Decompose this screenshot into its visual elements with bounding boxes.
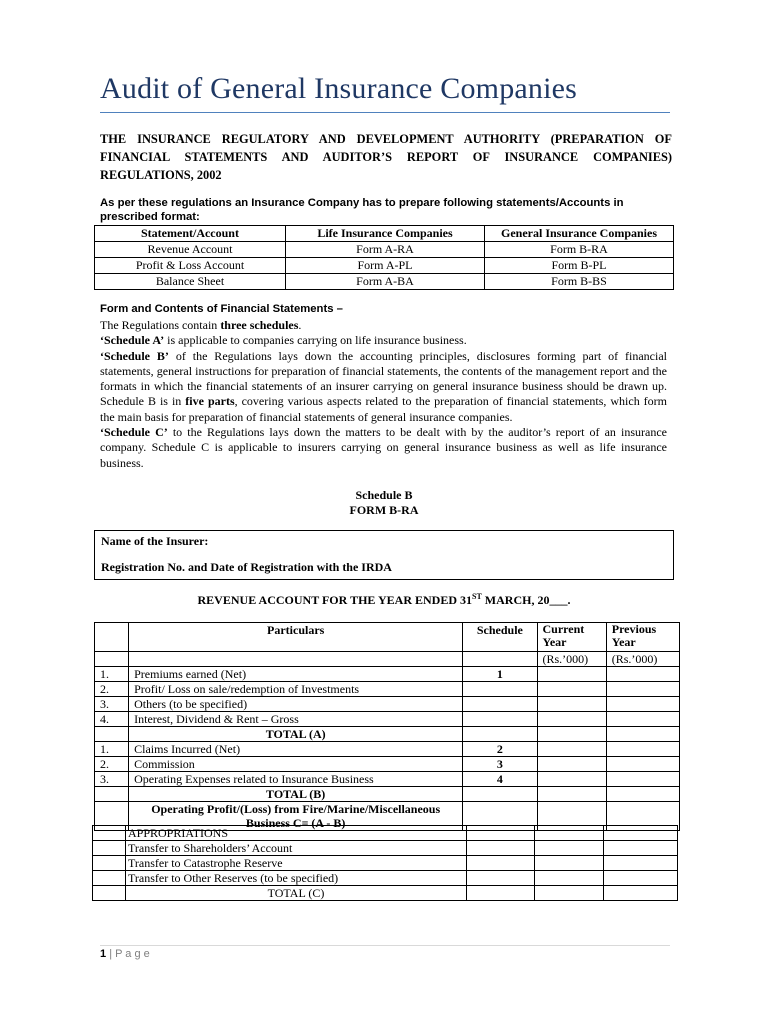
table-cell: Form B-RA — [485, 242, 674, 258]
table-cell: Revenue Account — [95, 242, 286, 258]
intro-paragraph: As per these regulations an Insurance Company has to prepare following statements/Accounts in prescribed format: — [100, 197, 624, 223]
table-cell — [606, 667, 679, 682]
table-row — [95, 697, 680, 712]
table-cell — [95, 652, 129, 667]
appropriation-label: Transfer to Shareholders’ Account — [126, 841, 467, 856]
text-span: The Regulations contain — [100, 318, 221, 332]
table-cell: Form B-PL — [485, 258, 674, 274]
table-cell — [604, 886, 678, 901]
unit-current: (Rs.’000) — [537, 652, 606, 667]
row-label: Commission — [129, 757, 463, 772]
row-number: 2. — [95, 757, 129, 772]
section-body — [100, 318, 667, 471]
unit-previous: (Rs.’000) — [606, 652, 679, 667]
regulation-heading: THE INSURANCE REGULATORY AND DEVELOPMENT AUTHORITY (PREPARATION OF FINANCIAL STATEMENTS AND AUDITOR’S REPORT OF INSURANCE COMPANIES) REGULATIONS, 2002 — [100, 132, 672, 182]
table-cell — [537, 697, 606, 712]
row-schedule — [463, 712, 537, 727]
table-row — [95, 274, 674, 290]
insurer-name-label: Name of the Insurer: — [101, 534, 209, 548]
text-span: is applicable to companies carrying on life insurance business. — [164, 333, 467, 348]
table-cell — [606, 742, 679, 757]
appropriations-heading-row — [93, 826, 678, 841]
paragraph-schedule-a — [100, 333, 667, 348]
row-label: Profit/ Loss on sale/redemption of Investments — [129, 682, 463, 697]
title-underline — [100, 112, 670, 113]
table-cell — [93, 826, 126, 841]
row-label: Operating Expenses related to Insurance Business — [129, 772, 463, 787]
table-cell: Balance Sheet — [95, 274, 286, 290]
row-number: 3. — [95, 772, 129, 787]
table-cell — [467, 826, 535, 841]
row-number: 4. — [95, 712, 129, 727]
table-cell — [93, 841, 126, 856]
row-schedule: 4 — [463, 772, 537, 787]
text-span: Operating Profit/(Loss) from Fire/Marine/Miscellaneous — [151, 802, 441, 816]
total-b-row — [95, 787, 680, 802]
table-row — [95, 712, 680, 727]
text-span: . — [298, 318, 302, 332]
revenue-unit-row — [95, 652, 680, 667]
text-span: of the Regulations lays down the accounting principles, disclosures forming part of financial statements, general instructions for preparation of financial statements, the contents of the management report and the formats in which the financial statements of an insurer carrying on general insurance business should be drawn up. Schedule B is in — [100, 348, 667, 409]
section-heading: Form and Contents of Financial Statements – — [100, 303, 343, 315]
table-cell — [606, 727, 679, 742]
total-b-label: TOTAL (B) — [129, 787, 463, 802]
row-label: Others (to be specified) — [129, 697, 463, 712]
table-cell — [606, 757, 679, 772]
table-cell — [537, 682, 606, 697]
table-cell — [93, 856, 126, 871]
row-schedule: 2 — [463, 742, 537, 757]
table-cell — [95, 623, 129, 652]
table-cell — [606, 682, 679, 697]
appropriations-heading: APPROPRIATIONS — [126, 826, 467, 841]
appropriation-label: Transfer to Other Reserves (to be specified) — [126, 871, 467, 886]
bold-span: ‘Schedule C’ — [100, 425, 168, 440]
table-row — [93, 856, 678, 871]
page-number: 1 — [100, 948, 107, 960]
appropriation-label: Transfer to Catastrophe Reserve — [126, 856, 467, 871]
table-cell — [537, 667, 606, 682]
superscript: ST — [472, 592, 482, 601]
insurer-box — [94, 530, 674, 580]
header-particulars: Particulars — [129, 623, 463, 652]
text-span: MARCH, 20___. — [481, 593, 571, 607]
row-number: 1. — [95, 667, 129, 682]
table-cell: Form A-BA — [286, 274, 485, 290]
table-cell: Form B-BS — [485, 274, 674, 290]
paragraph-three-schedules — [100, 318, 667, 333]
table-cell — [537, 772, 606, 787]
text-span: , covering various aspects related to the preparation of financial statements, which form the main basis for preparation of financial statements of general insurance companies. — [100, 394, 668, 424]
table-cell: Form A-PL — [286, 258, 485, 274]
document-title: Audit of General Insurance Companies — [100, 72, 578, 105]
bold-span: ‘Schedule A’ — [100, 333, 165, 348]
table-cell — [604, 856, 678, 871]
header-schedule: Schedule — [463, 623, 537, 652]
text-span: REVENUE ACCOUNT FOR THE YEAR ENDED 31 — [197, 593, 472, 607]
table-row — [95, 667, 680, 682]
table-cell: Profit & Loss Account — [95, 258, 286, 274]
header-statement: Statement/Account — [95, 226, 286, 242]
header-previous-year: Previous Year — [606, 623, 679, 652]
statements-table — [94, 225, 674, 290]
table-cell — [537, 727, 606, 742]
table-cell — [463, 652, 537, 667]
table-row — [93, 841, 678, 856]
row-schedule — [463, 697, 537, 712]
table-cell — [604, 871, 678, 886]
table-cell — [537, 757, 606, 772]
bold-span: five parts — [185, 394, 235, 409]
table-cell — [467, 856, 535, 871]
table-cell — [467, 871, 535, 886]
page-label: | P a g e — [109, 948, 150, 960]
header-current-year: Current Year — [537, 623, 606, 652]
header-general: General Insurance Companies — [485, 226, 674, 242]
row-label: Interest, Dividend & Rent – Gross — [129, 712, 463, 727]
table-row — [95, 682, 680, 697]
table-cell — [606, 787, 679, 802]
total-a-label: TOTAL (A) — [129, 727, 463, 742]
row-schedule: 3 — [463, 757, 537, 772]
paragraph-schedule-b — [100, 349, 667, 425]
table-cell — [535, 841, 604, 856]
table-cell — [537, 742, 606, 757]
table-cell — [537, 712, 606, 727]
table-cell — [95, 787, 129, 802]
table-cell — [606, 712, 679, 727]
table-cell — [467, 886, 535, 901]
table-cell — [93, 886, 126, 901]
text-span: to the Regulations lays down the matters to be dealt with by the auditor’s report of an insurance company. Schedule C is applicable to insurers carrying on general insurance business as well as life insurance business. — [100, 425, 668, 470]
bold-span: ‘Schedule B’ — [100, 348, 169, 363]
table-cell — [606, 772, 679, 787]
table-cell — [535, 871, 604, 886]
row-schedule — [463, 682, 537, 697]
row-schedule: 1 — [463, 667, 537, 682]
total-a-row — [95, 727, 680, 742]
table-cell — [606, 697, 679, 712]
table-cell — [95, 727, 129, 742]
revenue-account-title — [0, 592, 768, 608]
table-cell — [93, 871, 126, 886]
bold-span: three schedules — [220, 318, 299, 332]
paragraph-schedule-c — [100, 425, 667, 471]
header-life: Life Insurance Companies — [286, 226, 485, 242]
total-c-label: TOTAL (C) — [126, 886, 467, 901]
page-footer — [100, 948, 150, 960]
table-cell — [537, 787, 606, 802]
form-title: FORM B-RA — [349, 503, 419, 517]
table-cell — [535, 856, 604, 871]
table-row — [95, 258, 674, 274]
table-row — [95, 757, 680, 772]
schedule-title: Schedule B — [355, 488, 413, 502]
table-cell — [463, 787, 537, 802]
revenue-header-row — [95, 623, 680, 652]
row-number: 1. — [95, 742, 129, 757]
table-cell — [129, 652, 463, 667]
revenue-account-table — [94, 622, 680, 831]
table-row — [93, 871, 678, 886]
row-number: 2. — [95, 682, 129, 697]
table-cell — [463, 727, 537, 742]
row-label: Claims Incurred (Net) — [129, 742, 463, 757]
appropriations-table — [92, 825, 678, 901]
table-cell — [604, 841, 678, 856]
table-row — [95, 772, 680, 787]
table-cell — [535, 826, 604, 841]
table-row — [95, 242, 674, 258]
statements-table-header — [95, 226, 674, 242]
footer-divider — [100, 945, 670, 946]
table-cell: Form A-RA — [286, 242, 485, 258]
table-row — [95, 742, 680, 757]
row-number: 3. — [95, 697, 129, 712]
table-cell — [535, 886, 604, 901]
registration-label: Registration No. and Date of Registration with the IRDA — [101, 560, 392, 574]
text-span: Business C= (A - B) — [245, 816, 346, 830]
table-cell — [604, 826, 678, 841]
table-cell — [467, 841, 535, 856]
total-c-row — [93, 886, 678, 901]
row-label: Premiums earned (Net) — [129, 667, 463, 682]
